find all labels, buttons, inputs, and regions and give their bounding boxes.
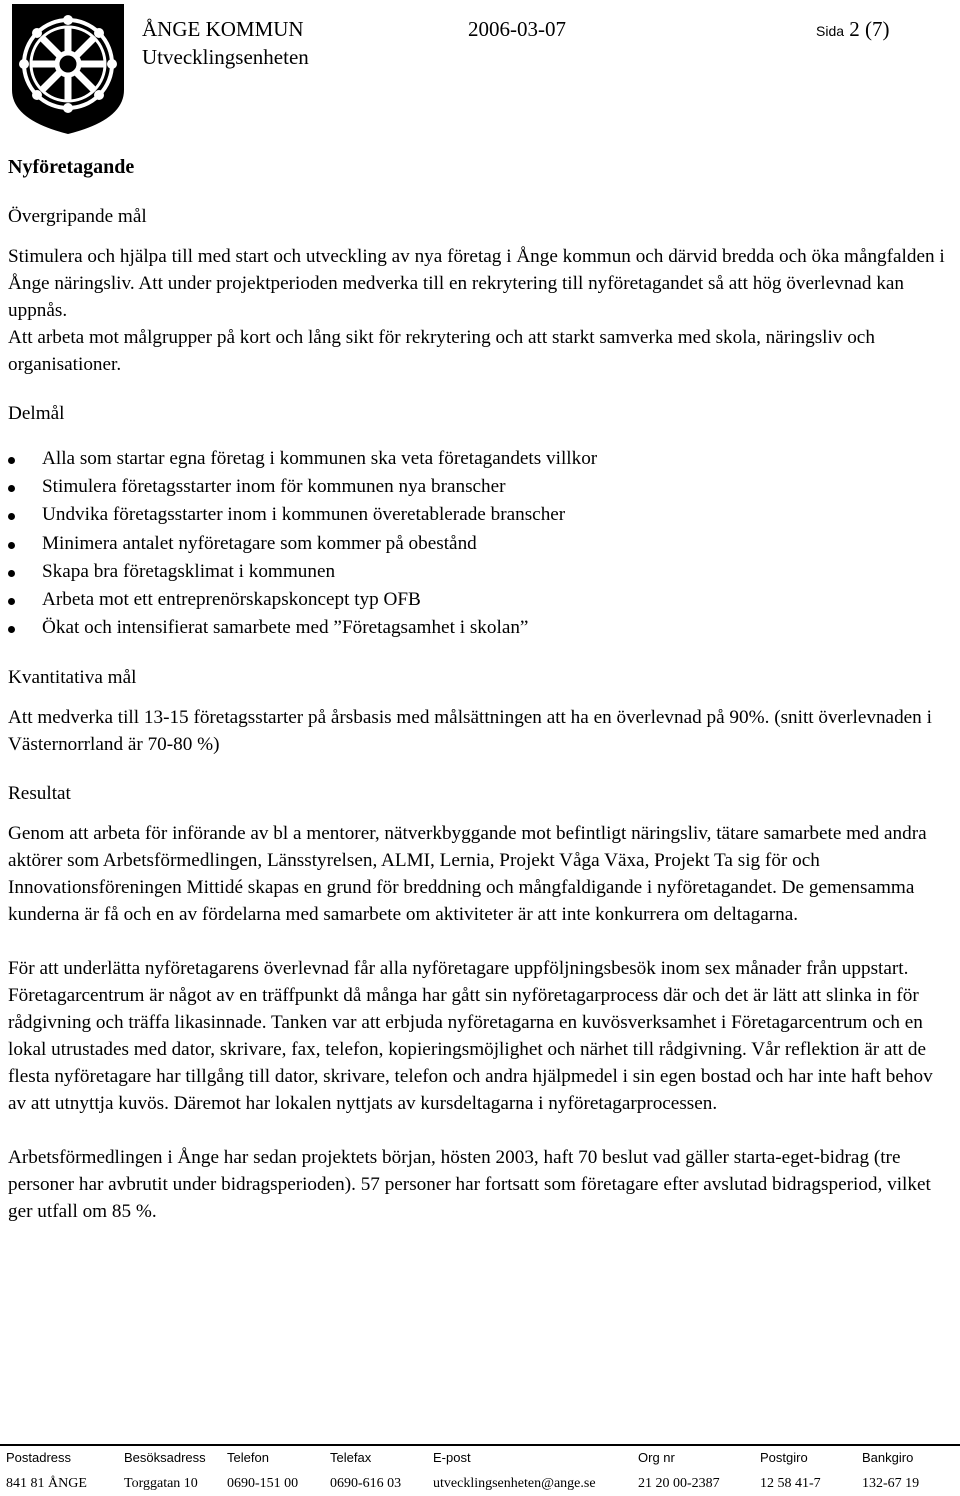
list-item <box>8 501 953 529</box>
unit-name: Utvecklingsenheten <box>142 45 309 69</box>
overall-goal-paragraph: Stimulera och hjälpa till med start och utveckling av nya företag i Ånge kommun och därvid bredda och öka mångfalden i Ånge näringsliv. Att under projektperioden medverka till en rekrytering till nyföretagandet så att hög överlevnad kan uppnås. <box>8 246 945 321</box>
bullet-icon <box>8 485 15 492</box>
page-number: 2 (7) <box>849 17 890 41</box>
page-label: Sida <box>816 23 845 39</box>
footer-value-phone: 0690-151 00 <box>227 1476 299 1491</box>
footer-label-postal: Postadress <box>6 1450 72 1465</box>
bullet-icon <box>8 626 15 633</box>
bullet-icon <box>8 457 15 464</box>
organization-name: ÅNGE KOMMUN <box>142 17 304 41</box>
overall-goal-paragraph: Att arbeta mot målgrupper på kort och lång sikt för rekrytering och att starkt samverka med skola, näringsliv och organisationer. <box>8 327 875 375</box>
list-item <box>8 445 953 473</box>
quantitative-goals-text: Att medverka till 13-15 företagsstarter på årsbasis med målsättningen att ha en överlevnad på 90%. (snitt överlevnaden i Västernorrland är 70-80 %) <box>8 707 932 756</box>
list-item <box>8 530 953 558</box>
overall-goal-heading: Övergripande mål <box>8 206 147 227</box>
list-item <box>8 586 953 614</box>
municipal-crest-wheel-icon <box>8 2 128 136</box>
list-item-text: Undvika företagsstarter inom i kommunen överetablerade branscher <box>42 504 566 526</box>
footer-value-email[interactable]: utvecklingsenheten@ange.se <box>433 1476 596 1491</box>
footer-label-visit: Besöksadress <box>124 1450 206 1465</box>
footer-divider <box>0 1444 960 1446</box>
list-item-text: Alla som startar egna företag i kommunen ska veta företagandets villkor <box>42 448 598 469</box>
page-footer <box>0 1444 960 1496</box>
sub-goals-heading: Delmål <box>8 403 65 424</box>
bullet-icon <box>8 570 15 577</box>
bullet-icon <box>8 542 15 549</box>
list-item <box>8 614 953 642</box>
result-heading: Resultat <box>8 783 71 805</box>
quantitative-goals-heading: Kvantitativa mål <box>8 667 137 689</box>
footer-value-visit: Torggatan 10 <box>124 1476 198 1491</box>
list-item-text: Stimulera företagsstarter inom för kommunen nya branscher <box>42 476 506 498</box>
footer-value-postal: 841 81 ÅNGE <box>6 1476 87 1491</box>
list-item-text: Skapa bra företagsklimat i kommunen <box>42 560 336 582</box>
footer-label-fax: Telefax <box>330 1450 372 1465</box>
footer-value-bankgiro: 132-67 19 <box>862 1476 920 1491</box>
list-item-text: Ökat och intensifierat samarbete med ”Företagsamhet i skolan” <box>42 617 529 639</box>
footer-value-postgiro: 12 58 41-7 <box>760 1476 821 1491</box>
list-item-text: Minimera antalet nyföretagare som kommer på obestånd <box>42 532 477 554</box>
list-item-text: Arbeta mot ett entreprenörskapskoncept typ OFB <box>42 589 421 611</box>
sub-goals-list <box>8 445 953 642</box>
footer-value-fax: 0690-616 03 <box>330 1476 402 1491</box>
footer-label-org: Org nr <box>638 1450 675 1465</box>
bullet-icon <box>8 513 15 520</box>
bullet-icon <box>8 598 15 605</box>
footer-label-email: E-post <box>433 1450 471 1465</box>
result-paragraph: Genom att arbeta för införande av bl a mentorer, nätverkbyggande mot befintligt näringsliv, tätare samarbete med andra aktörer som Arbetsförmedlingen, Länsstyrelsen, ALMI, Lernia, Projekt Våga Växa, Projekt Ta sig för och Innovationsföreningen Mittidé skapas en grund för breddning och mångfaldigande i nyföretagandet. De gemensamma kunderna är få och en av fördelarna med samarbete om aktiviteter är att inte konkurrera om deltagarna. <box>8 823 927 926</box>
result-paragraph: Arbetsförmedlingen i Ånge har sedan projektets början, hösten 2003, haft 70 beslut vad gäller starta-eget-bidrag (tre personer har avbrutit under bidragsperioden). 57 personer har fortsatt som företagare efter avslutad bidragsperiod, vilket ger utfall om 85 %. <box>8 1147 931 1223</box>
footer-label-postgiro: Postgiro <box>760 1450 808 1465</box>
result-paragraph: För att underlätta nyföretagarens överlevnad får alla nyföretagare uppföljningsbesök inom sex månader från uppstart. Företagarcentrum är något av en träffpunkt då många har gått sin nyföretagarprocess där och det är lätt att slinka in för rådgivning och träffa likasinnade. Tanken var att erbjuda nyföretagarna en kuvösverksamhet i Företagarcentrum och en lokal utrustades med dator, skrivare, fax, telefon, kopieringsmöjlighet och närhet till rådgivning. Vår reflektion är att de flesta nyföretagare har tillgång till dator, skrivare, telefon och andra hjälpmedel i sin egen bostad och har inte haft behov av att utnyttja kuvös. Däremot har lokalen nyttjats av kursdeltagarna i nyföretagarprocessen. <box>8 958 933 1115</box>
list-item <box>8 473 953 501</box>
footer-value-org: 21 20 00-2387 <box>638 1476 720 1491</box>
section-title: Nyföretagande <box>8 156 135 178</box>
page-indicator <box>816 17 890 43</box>
footer-label-bankgiro: Bankgiro <box>862 1450 914 1465</box>
footer-label-phone: Telefon <box>227 1450 269 1465</box>
list-item <box>8 558 953 586</box>
document-date: 2006-03-07 <box>468 17 566 41</box>
document-body <box>8 152 953 1225</box>
